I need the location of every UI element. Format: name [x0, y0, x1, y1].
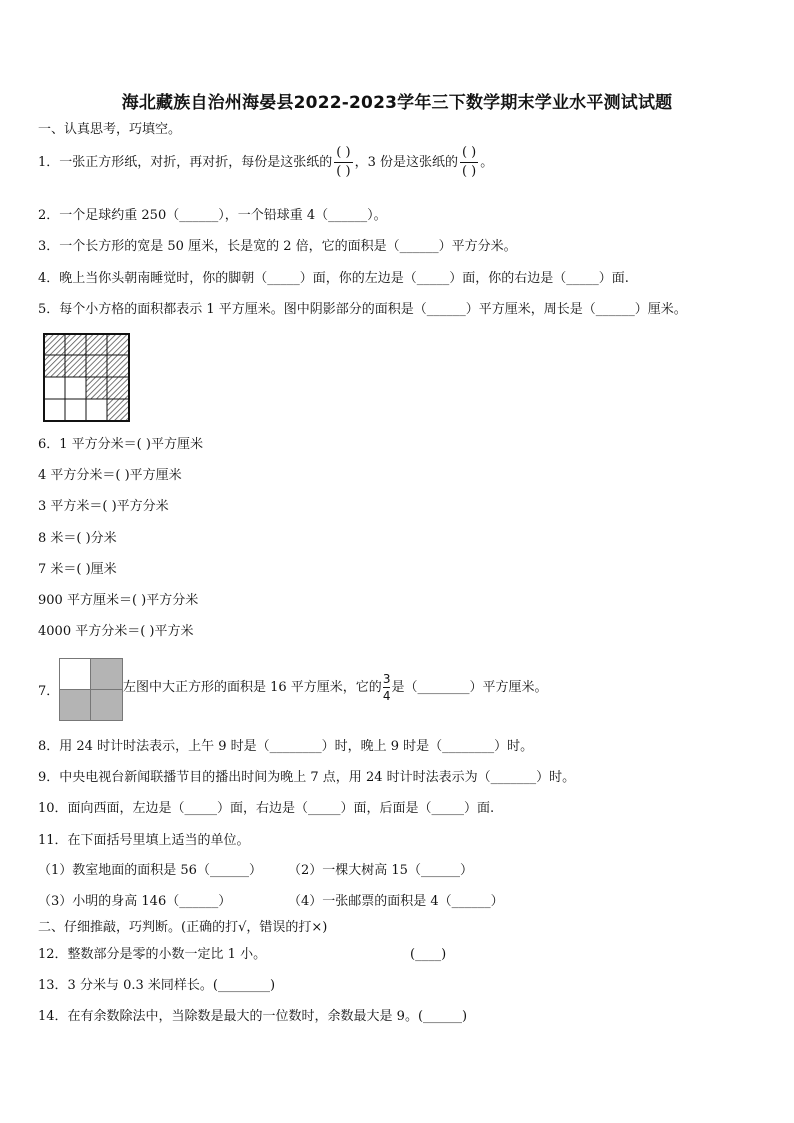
question-7 — [123, 672, 547, 703]
shaded-grid-figure — [43, 333, 131, 423]
q1-text-b: ，3 份是这张纸的 — [354, 155, 458, 170]
q1-frac2-denominator: ( ) — [461, 164, 477, 179]
question-4: 4．晚上当你头朝南睡觉时，你的脚朝（_____）面，你的左边是（_____）面，你的右边是（_____）面. — [38, 271, 629, 286]
q1-fraction-2 — [460, 145, 478, 180]
page-title: 海北藏族自治州海晏县2022-2023学年三下数学期末学业水平测试试题 — [121, 93, 673, 113]
q7-text-b: 是（________）平方厘米。 — [391, 680, 548, 695]
q1-frac2-bar — [460, 162, 478, 163]
q1-frac1-numerator: ( ) — [336, 145, 351, 160]
question-6-line-4: 8 米＝( )分米 — [38, 531, 117, 546]
q7-fraction — [383, 672, 391, 703]
question-11-item-3: （3）小明的身高 146（______） — [38, 894, 232, 909]
q7-numerator: 3 — [382, 672, 391, 686]
question-13: 13．3 分米与 0.3 米同样长。(________) — [38, 978, 276, 993]
question-6-line-2: 4 平方分米＝( )平方厘米 — [38, 468, 182, 483]
q1-frac1-bar — [334, 162, 352, 163]
question-9: 9．中央电视台新闻联播节目的播出时间为晚上 7 点，用 24 时计时法表示为（_______）时。 — [38, 770, 576, 785]
question-2: 2．一个足球约重 250（______），一个铅球重 4（______）。 — [38, 208, 387, 223]
question-12: 12．整数部分是零的小数一定比 1 小。 — [38, 947, 267, 962]
question-11-item-1: （1）教室地面的面积是 56（______） — [38, 863, 262, 878]
q1-frac2-numerator: ( ) — [461, 145, 477, 160]
q1-frac1-denominator: ( ) — [336, 164, 351, 179]
q1-text-c: 。 — [480, 155, 494, 170]
q7-denominator: 4 — [382, 689, 391, 703]
question-12-answer-paren: (____) — [410, 947, 447, 962]
question-7-label: 7． — [38, 684, 60, 699]
section-heading-1: 一、认真思考，巧填空。 — [38, 122, 182, 137]
question-6-line-7: 4000 平方分米＝( )平方米 — [38, 624, 194, 639]
question-6-line-5: 7 米＝( )厘米 — [38, 562, 117, 577]
square-quarters-figure — [59, 658, 123, 721]
question-8: 8．用 24 时计时法表示，上午 9 时是（________）时，晚上 9 时是（________）时。 — [38, 739, 534, 754]
question-6-line-3: 3 平方米＝( )平方分米 — [38, 499, 169, 514]
question-1 — [38, 145, 493, 180]
question-11: 11．在下面括号里填上适当的单位。 — [38, 833, 250, 848]
question-11-item-4: （4）一张邮票的面积是 4（______） — [288, 894, 504, 909]
section-heading-2: 二、仔细推敲，巧判断。(正确的打√，错误的打×) — [38, 920, 328, 935]
question-5: 5．每个小方格的面积都表示 1 平方厘米。图中阴影部分的面积是（______）平方厘米，周长是（______）厘米。 — [38, 302, 687, 317]
question-10: 10．面向西面，左边是（_____）面，右边是（_____）面，后面是（_____）面. — [38, 801, 495, 816]
question-6-line-1: 6．1 平方分米＝( )平方厘米 — [38, 437, 203, 452]
question-3: 3．一个长方形的宽是 50 厘米，长是宽的 2 倍，它的面积是（______）平方分米。 — [38, 239, 517, 254]
q7-text-a: 左图中大正方形的面积是 16 平方厘米，它的 — [123, 680, 382, 695]
q1-text-a: 1．一张正方形纸，对折，再对折，每份是这张纸的 — [38, 155, 333, 170]
question-14: 14．在有余数除法中，当除数是最大的一位数时，余数最大是 9。(______) — [38, 1009, 468, 1024]
question-6-line-6: 900 平方厘米＝( )平方分米 — [38, 593, 199, 608]
q1-fraction-1 — [334, 145, 352, 180]
q7-fraction-bar — [383, 687, 391, 688]
question-11-item-2: （2）一棵大树高 15（______） — [288, 863, 473, 878]
